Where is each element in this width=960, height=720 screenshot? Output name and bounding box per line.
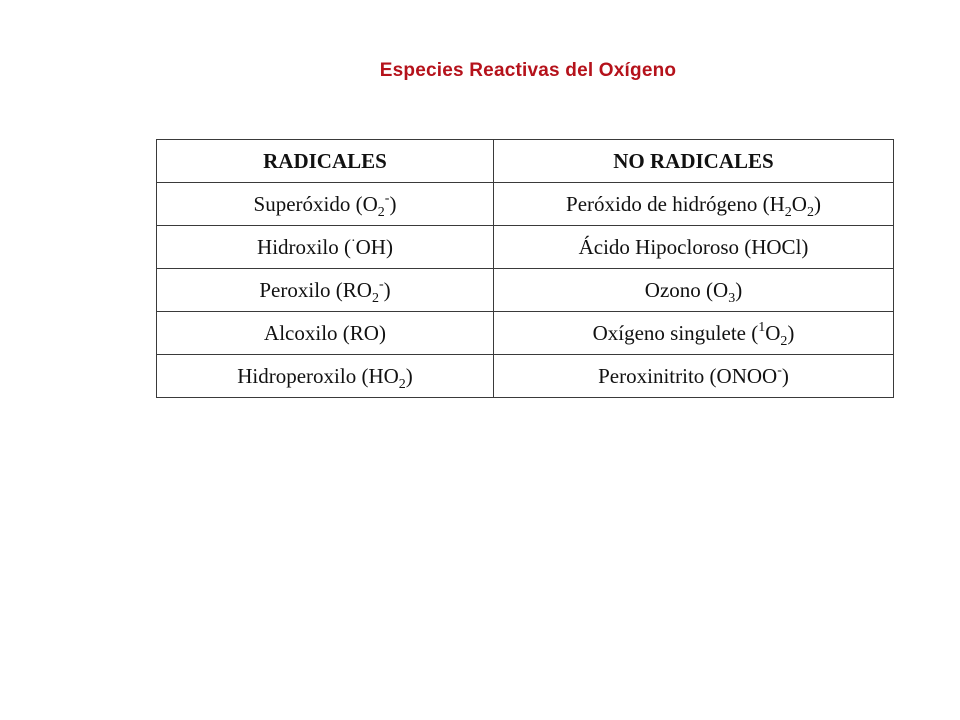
cell-no-radical-acido-hipocloroso: Ácido Hipocloroso (HOCl) bbox=[494, 226, 894, 269]
cell-radical-superoxido: Superóxido $(O_2^-)$ bbox=[157, 183, 494, 226]
table-row bbox=[157, 269, 894, 312]
header-no-radicales: NO RADICALES bbox=[494, 140, 894, 183]
table-row bbox=[157, 312, 894, 355]
table-row bbox=[157, 183, 894, 226]
table-row bbox=[157, 226, 894, 269]
species-table-container bbox=[156, 139, 893, 394]
cell-no-radical-ozono: Ozono $(O_3)$ bbox=[494, 269, 894, 312]
page-title: Especies Reactivas del Oxígeno bbox=[379, 60, 677, 81]
table-header-row bbox=[157, 140, 894, 183]
header-radicales: RADICALES bbox=[157, 140, 494, 183]
cell-radical-hidroxilo: Hidroxilo (·OH) bbox=[157, 226, 494, 269]
reactive-oxygen-species-table bbox=[156, 139, 894, 398]
cell-radical-peroxilo: Peroxilo $(RO_2^-)$ bbox=[157, 269, 494, 312]
cell-radical-hidroperoxilo: Hidroperoxilo $(HO_2)$ bbox=[157, 355, 494, 398]
table-row bbox=[157, 355, 894, 398]
cell-no-radical-peroxinitrito: Peroxinitrito (ONOO-) bbox=[494, 355, 894, 398]
cell-no-radical-oxigeno-singulete: Oxígeno singulete $(^1O_2)$ bbox=[494, 312, 894, 355]
cell-radical-alcoxilo: Alcoxilo (RO) bbox=[157, 312, 494, 355]
cell-no-radical-peroxido-hidrogeno: Peróxido de hidrógeno $(H_2O_2)$ bbox=[494, 183, 894, 226]
